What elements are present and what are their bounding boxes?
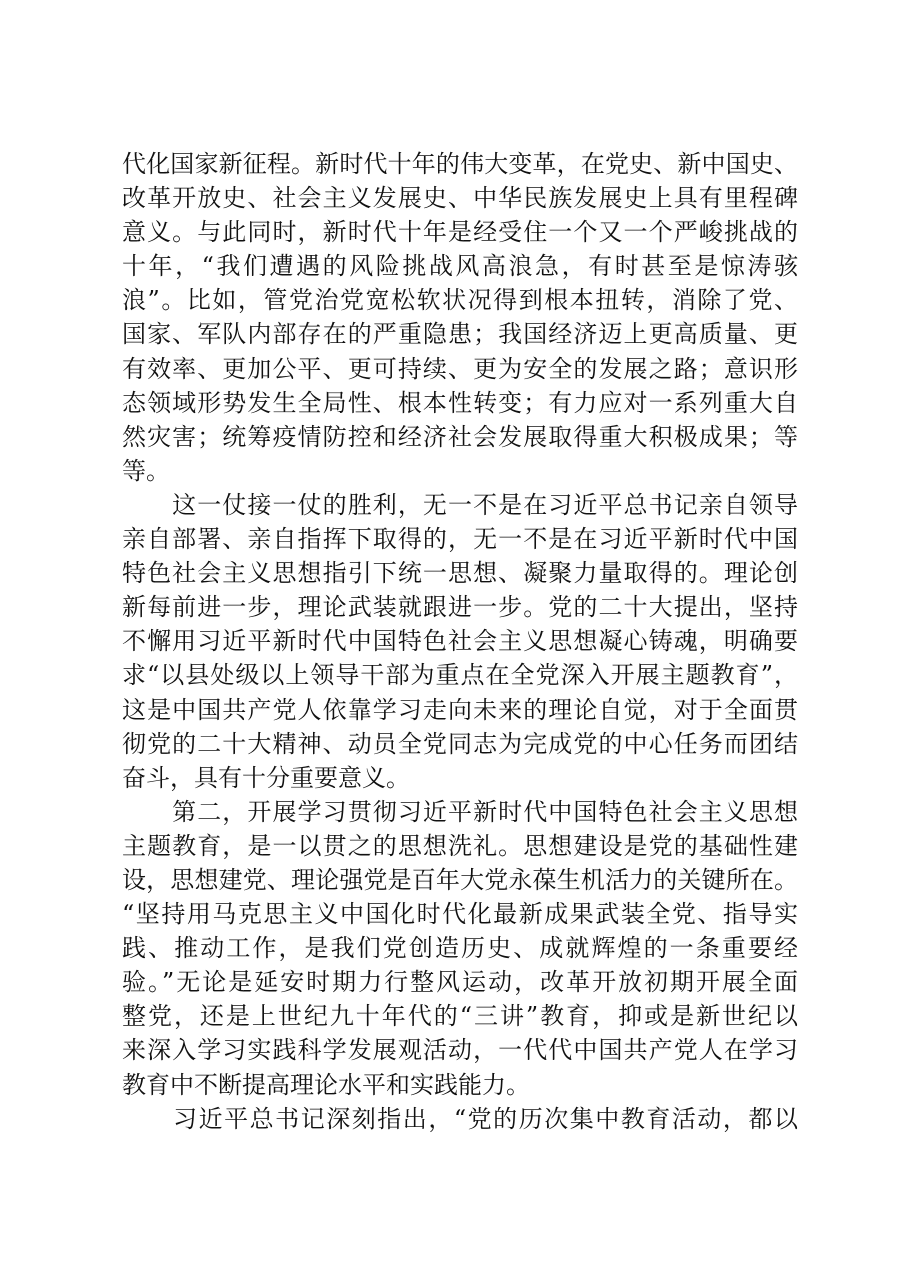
text-line: 验。”无论是延安时期力行整风运动，改革开放初期开展全面 <box>122 968 798 997</box>
text-line: “坚持用马克思主义中国化时代化最新成果武装全党、指导实 <box>122 900 798 929</box>
text-line: 不懈用习近平新时代中国特色社会主义思想凝心铸魂，明确要 <box>122 627 798 656</box>
text-line: 习近平总书记深刻指出，“党的历次集中教育活动，都以 <box>122 1104 798 1133</box>
text-line: 意义。与此同时，新时代十年是经受住一个又一个严峻挑战的 <box>122 218 798 247</box>
text-line: 等。 <box>122 456 170 485</box>
text-line: 设，思想建党、理论强党是百年大党永葆生机活力的关键所在。 <box>122 865 798 894</box>
text-line: 浪”。比如，管党治党宽松软状况得到根本扭转，消除了党、 <box>122 286 798 315</box>
text-line: 十年，“我们遭遇的风险挑战风高浪急，有时甚至是惊涛骇 <box>122 252 798 281</box>
text-line: 然灾害；统筹疫情防控和经济社会发展取得重大积极成果；等 <box>122 422 798 451</box>
text-line: 主题教育，是一以贯之的思想洗礼。思想建设是党的基础性建 <box>122 831 798 860</box>
text-line: 求“以县处级以上领导干部为重点在全党深入开展主题教育”， <box>122 661 798 690</box>
text-line: 国家、军队内部存在的严重隐患；我国经济迈上更高质量、更 <box>122 320 798 349</box>
text-line: 新每前进一步，理论武装就跟进一步。党的二十大提出，坚持 <box>122 593 798 622</box>
text-line: 教育中不断提高理论水平和实践能力。 <box>122 1070 530 1099</box>
text-line: 改革开放史、社会主义发展史、中华民族发展史上具有里程碑 <box>122 184 798 213</box>
text-line: 奋斗，具有十分重要意义。 <box>122 763 410 792</box>
body-text <box>122 147 798 1136</box>
text-line: 态领域形势发生全局性、根本性转变；有力应对一系列重大自 <box>122 388 798 417</box>
text-line: 有效率、更加公平、更可持续、更为安全的发展之路；意识形 <box>122 354 798 383</box>
text-line: 整党，还是上世纪九十年代的“三讲”教育，抑或是新世纪以 <box>122 1002 798 1031</box>
text-line: 彻党的二十大精神、动员全党同志为完成党的中心任务而团结 <box>122 729 798 758</box>
text-line: 这一仗接一仗的胜利，无一不是在习近平总书记亲自领导 <box>122 490 798 519</box>
text-line: 来深入学习实践科学发展观活动，一代代中国共产党人在学习 <box>122 1036 798 1065</box>
text-line: 践、推动工作，是我们党创造历史、成就辉煌的一条重要经 <box>122 934 798 963</box>
text-line: 第二，开展学习贯彻习近平新时代中国特色社会主义思想 <box>122 797 798 826</box>
text-line: 代化国家新征程。新时代十年的伟大变革，在党史、新中国史、 <box>122 150 798 178</box>
text-line: 特色社会主义思想指引下统一思想、凝聚力量取得的。理论创 <box>122 559 798 588</box>
text-line: 亲自部署、亲自指挥下取得的，无一不是在习近平新时代中国 <box>122 525 798 554</box>
text-line: 这是中国共产党人依靠学习走向未来的理论自觉，对于全面贯 <box>122 695 798 724</box>
